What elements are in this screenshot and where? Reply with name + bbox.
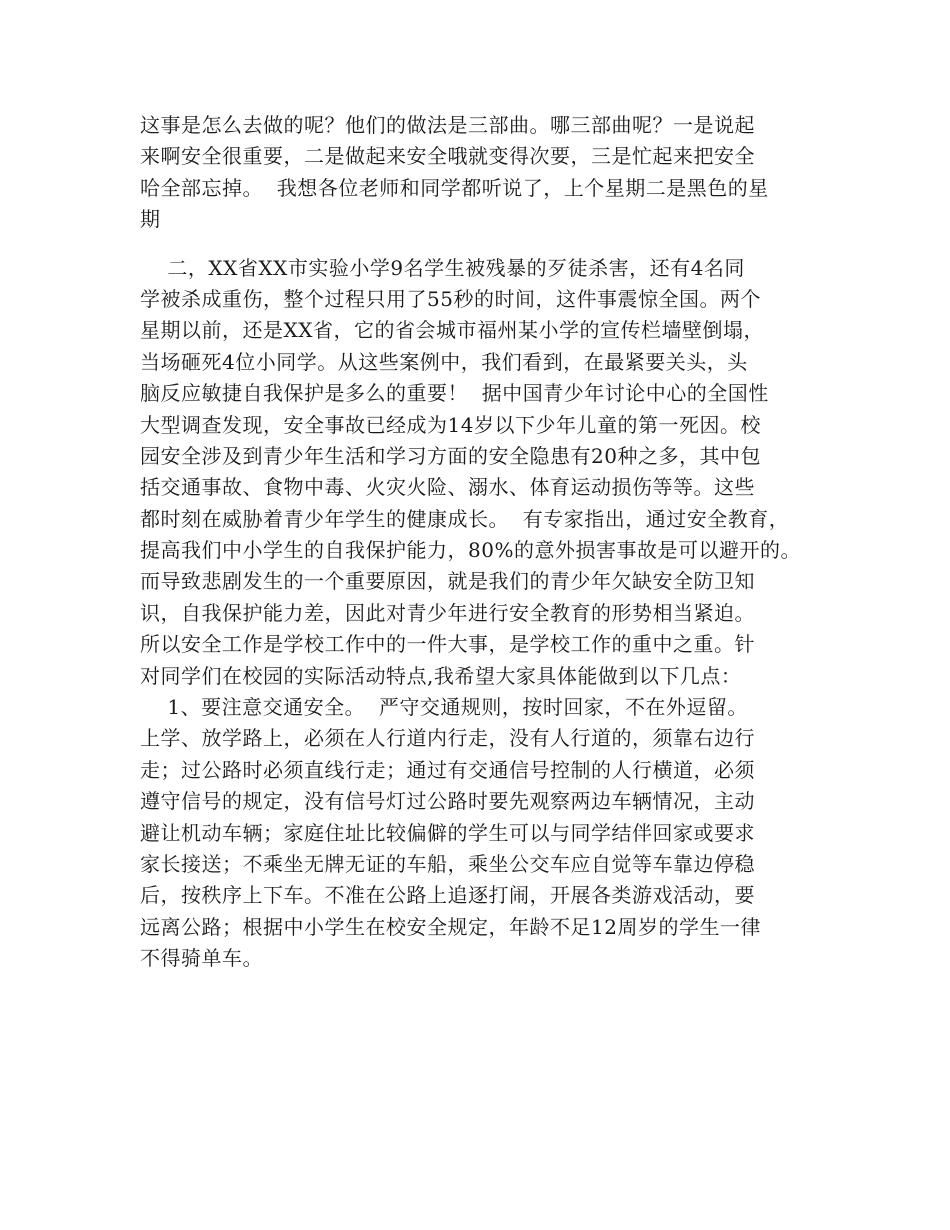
text-line: 不得骑单车。 [140, 946, 263, 971]
text-line: 提高我们中小学生的自我保护能力，80%的意外损害事故是可以避开的。 [140, 538, 801, 563]
text-line: 识，自我保护能力差，因此对青少年进行安全教育的形势相当紧迫。 [140, 600, 755, 625]
body-text [140, 110, 830, 975]
text-line: 二，XX省XX市实验小学9名学生被残暴的歹徒杀害，还有4名同 [140, 255, 745, 280]
text-line: 都时刻在威胁着青少年学生的健康成长。 有专家指出，通过安全教育， [140, 506, 790, 531]
text-line: 家长接送；不乘坐无牌无证的车船，乘坐公交车应自觉等车靠边停稳 [140, 851, 755, 876]
text-line: 所以安全工作是学校工作中的一件大事，是学校工作的重中之重。针 [140, 632, 755, 657]
text-line: 走；过公路时必须直线行走；通过有交通信号控制的人行横道，必须 [140, 757, 755, 782]
text-line: 远离公路；根据中小学生在校安全规定，年龄不足12周岁的学生一律 [140, 914, 761, 939]
text-line: 来啊安全很重要，二是做起来安全哦就变得次要，三是忙起来把安全 [140, 144, 755, 169]
text-line: 而导致悲剧发生的一个重要原因，就是我们的青少年欠缺安全防卫知 [140, 569, 755, 594]
text-line: 脑反应敏捷自我保护是多么的重要！ 据中国青少年讨论中心的全国性 [140, 381, 769, 406]
text-line: 遵守信号的规定，没有信号灯过公路时要先观察两边车辆情况，主动 [140, 789, 755, 814]
text-line: 这事是怎么去做的呢？他们的做法是三部曲。哪三部曲呢？一是说起 [140, 113, 755, 137]
text-line: 上学、放学路上，必须在人行道内行走，没有人行道的，须靠右边行 [140, 726, 755, 751]
text-line: 后，按秩序上下车。不准在公路上追逐打闹，开展各类游戏活动，要 [140, 883, 755, 908]
text-line: 期 [140, 207, 161, 232]
text-line: 星期以前，还是XX省，它的省会城市福州某小学的宣传栏墙壁倒塌， [140, 318, 764, 343]
text-line: 学被杀成重伤，整个过程只用了55秒的时间，这件事震惊全国。两个 [140, 286, 761, 311]
text-line: 哈全部忘掉。 我想各位老师和同学都听说了，上个星期二是黑色的星 [140, 175, 769, 200]
text-line: 括交通事故、食物中毒、火灾火险、溺水、体育运动损伤等等。这些 [140, 475, 755, 500]
text-line: 园安全涉及到青少年生活和学习方面的安全隐患有20种之多，其中包 [140, 443, 761, 468]
text-line: 当场砸死4位小同学。从这些案例中，我们看到，在最紧要关头，头 [140, 349, 748, 374]
paragraph-gap [140, 236, 830, 253]
text-line: 避让机动车辆；家庭住址比较偏僻的学生可以与同学结伴回家或要求 [140, 820, 755, 845]
text-line: 大型调查发现，安全事故已经成为14岁以下少年儿童的第一死因。校 [140, 412, 761, 437]
text-line: 对同学们在校园的实际活动特点,我希望大家具体能做到以下几点： [140, 663, 742, 688]
text-line: 1、要注意交通安全。 严守交通规则，按时回家，不在外逗留。 [140, 695, 748, 720]
